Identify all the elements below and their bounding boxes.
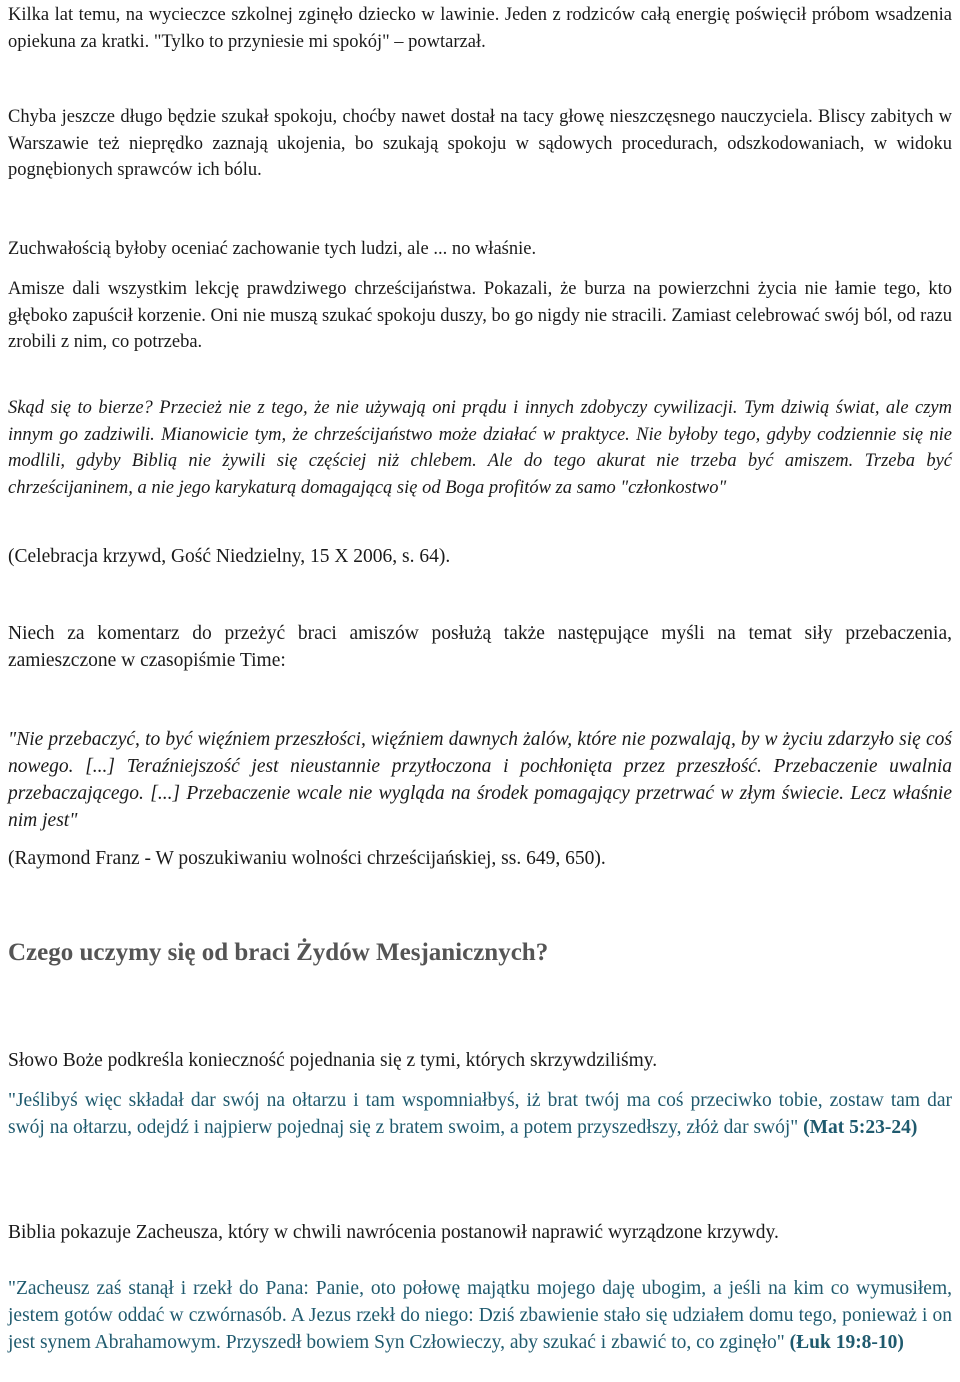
- paragraph-boldness: Zuchwałością byłoby oceniać zachowanie tych ludzi, ale ... no właśnie.: [8, 239, 537, 259]
- scripture-matthew-text: "Jeślibyś więc składał dar swój na ołtarzu i tam wspomniałbyś, iż brat twój ma coś przeciwko tobie, zostaw tam dar swój na ołtarzu, odejdź i najpierw pojednaj się z bratem swoim, a potem przyszedłszy, złóż dar swój": [8, 1090, 952, 1138]
- paragraph-forgiveness-intro: Niech za komentarz do przeżyć braci amiszów posłużą także następujące myśli na temat siły przebaczenia, zamieszczone w czasopiśmie Time:: [8, 623, 952, 671]
- scripture-luke-ref: (Łuk 19:8-10): [789, 1332, 904, 1353]
- quote-amish-source: Skąd się to bierze? Przecież nie z tego, że nie używają oni prądu i innych zdobyczy cywilizacji. Tym dziwią świat, ale czym innym go zadziwili. Mianowicie tym, że chrześcijaństwo może działać w praktyce. Nie byłoby tego, gdyby codziennie się nie modlili, gdyby Biblią nie żywili się częściej niż chlebem. Ale do tego akurat nie trzeba być amiszem. Trzeba być chrześcijaninem, a nie jego karykaturą domagającą się od Boga profitów za samo "członkostwo": [8, 398, 952, 498]
- scripture-matthew: [8, 1087, 952, 1141]
- scripture-luke-text: "Zacheusz zaś stanął i rzekł do Pana: Panie, oto połowę majątku mojego daję ubogim, a jeśli na kim co wymusiłem, jestem gotów oddać w czwórnasób. A Jezus rzekł do niego: Dziś zbawienie stało się udziałem domu tego, ponieważ i on jest synem Abrahamowym. Przyszedł bowiem Syn Człowieczy, aby szukać i zbawić to, co zginęło": [8, 1278, 952, 1353]
- scripture-luke: [8, 1275, 952, 1356]
- citation-gosc-niedzielny: (Celebracja krzywd, Gość Niedzielny, 15 X 2006, s. 64).: [8, 546, 451, 567]
- paragraph-reconciliation: Słowo Boże podkreśla konieczność pojednania się z tymi, których skrzywdziliśmy.: [8, 1050, 658, 1071]
- paragraph-zacchaeus: Biblia pokazuje Zacheusza, który w chwili nawrócenia postanowił naprawić wyrządzone krzywdy.: [8, 1222, 779, 1243]
- scripture-matthew-ref: (Mat 5:23-24): [803, 1117, 918, 1138]
- quote-time-forgiveness: "Nie przebaczyć, to być więźniem przeszłości, więźniem dawnych żalów, które nie pozwalają, by w życiu zdarzyło się coś nowego. [...] Teraźniejszość jest nieustannie przytłoczona i pochłonięta przez przeszłość. Przebaczenie uwalnia przebaczającego. [...] Przebaczenie wcale nie wygląda na środek pomagający przetrwać w złym świecie. Lecz właśnie nim jest": [8, 729, 952, 831]
- section-heading: Czego uczymy się od braci Żydów Mesjanicznych?: [8, 939, 549, 966]
- paragraph-seeking-peace: Chyba jeszcze długo będzie szukał spokoju, choćby nawet dostał na tacy głowę nieszczęsnego nauczyciela. Bliscy zabitych w Warszawie też nieprędko zaznają ukojenia, bo szukają spokoju w sądowych procedurach, odszkodowaniach, w widoku pognębionych sprawców ich bólu.: [8, 107, 952, 180]
- citation-raymond-franz: (Raymond Franz - W poszukiwaniu wolności chrześcijańskiej, ss. 649, 650).: [8, 848, 606, 869]
- paragraph-school-trip: Kilka lat temu, na wycieczce szkolnej zginęło dziecko w lawinie. Jeden z rodziców całą energię poświęcił próbom wsadzenia opiekuna za kratki. "Tylko to przyniesie mi spokój" – powtarzał.: [8, 5, 952, 52]
- paragraph-amish-lesson: Amisze dali wszystkim lekcję prawdziwego chrześcijaństwa. Pokazali, że burza na powierzchni życia nie łamie tego, kto głęboko zapuścił korzenie. Oni nie muszą szukać spokoju duszy, bo go nigdy nie stracili. Zamiast celebrować swój ból, od razu zrobili z nim, co potrzeba.: [8, 279, 952, 352]
